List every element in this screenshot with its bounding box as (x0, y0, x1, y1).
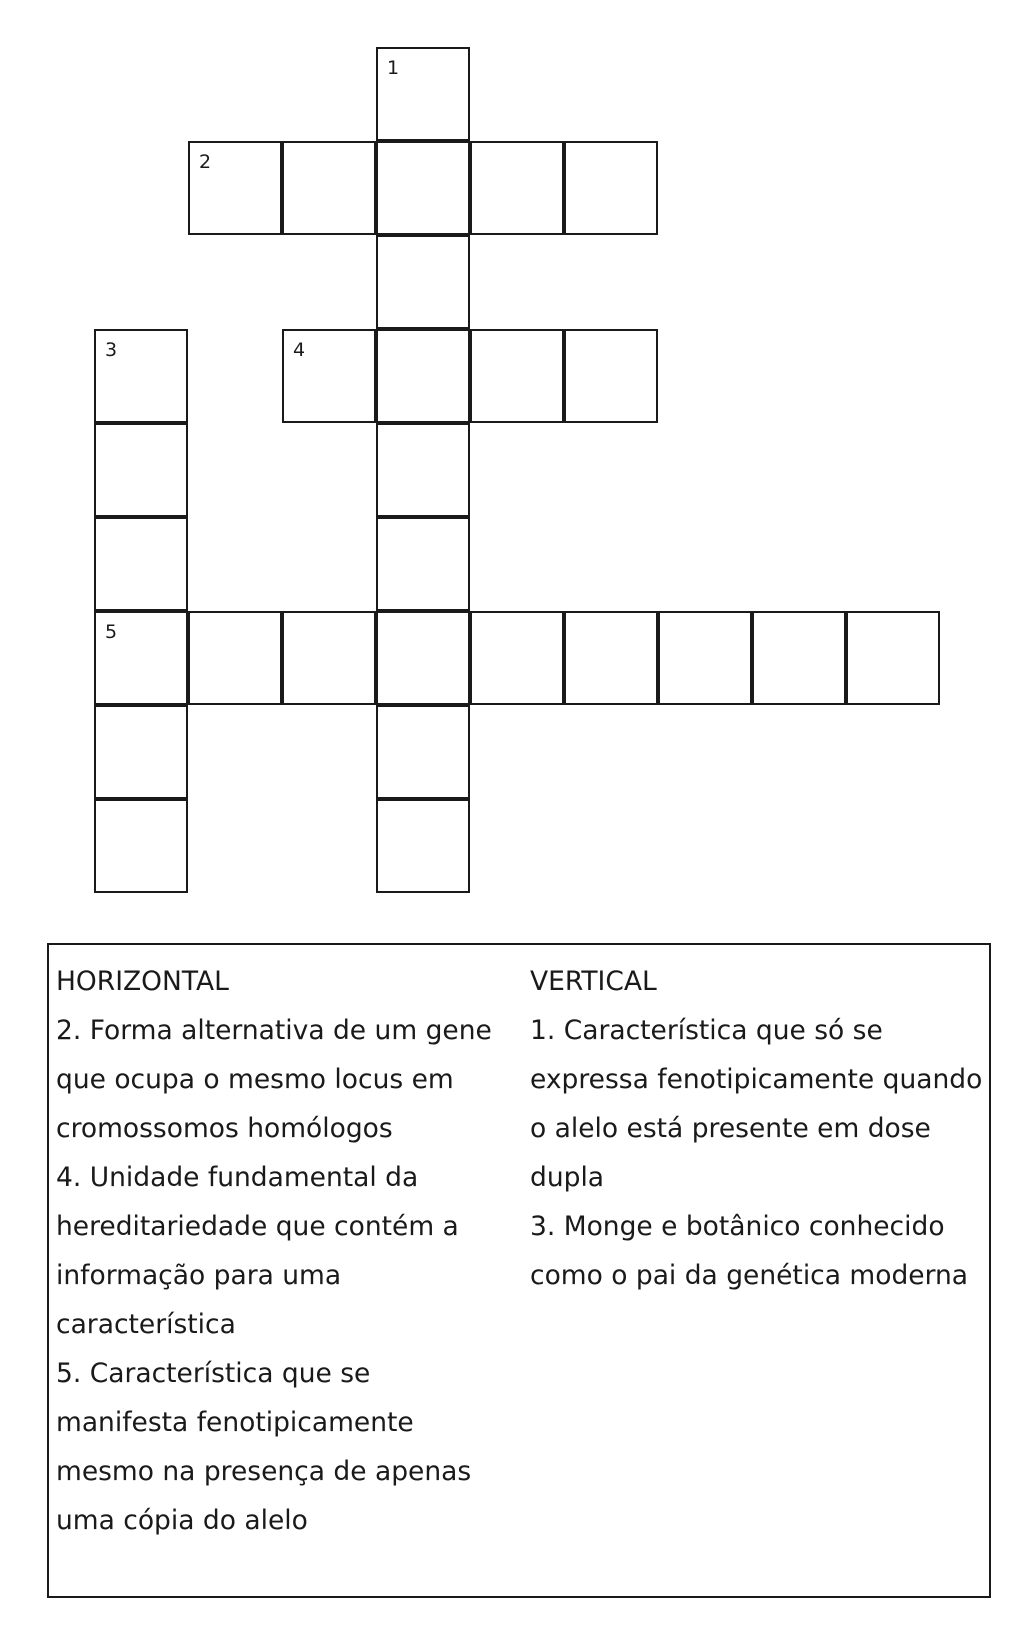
crossword-cell[interactable] (94, 517, 188, 611)
crossword-cell[interactable] (376, 705, 470, 799)
horizontal-clues (56, 957, 516, 1545)
crossword-cell[interactable] (282, 141, 376, 235)
vertical-clue-line: o alelo está presente em dose (530, 1113, 931, 1144)
crossword-cell[interactable] (94, 705, 188, 799)
vertical-clue-line: como o pai da genética moderna (530, 1260, 969, 1291)
crossword-cell[interactable] (564, 611, 658, 705)
crossword-cell[interactable] (470, 611, 564, 705)
crossword-cell[interactable] (376, 517, 470, 611)
crossword-cell[interactable] (564, 329, 658, 423)
crossword-cell[interactable] (376, 799, 470, 893)
crossword-cell[interactable] (94, 423, 188, 517)
crossword-cell[interactable] (658, 611, 752, 705)
horizontal-clue-line: uma cópia do alelo (56, 1505, 308, 1536)
clue-number: 3 (105, 339, 118, 361)
horizontal-clue-line: característica (56, 1309, 236, 1340)
horizontal-clue-line: 5. Característica que se (56, 1358, 371, 1389)
vertical-clue-line: dupla (530, 1162, 605, 1193)
horizontal-clue-line: 2. Forma alternativa de um gene (56, 1015, 492, 1046)
horizontal-clue-line: manifesta fenotipicamente (56, 1407, 414, 1438)
horizontal-clue-line: mesmo na presença de apenas (56, 1456, 472, 1487)
crossword-cell[interactable] (188, 141, 282, 235)
crossword-cell[interactable] (376, 141, 470, 235)
crossword-cell[interactable] (188, 611, 282, 705)
crossword-cell[interactable] (282, 329, 376, 423)
crossword-cell[interactable] (470, 329, 564, 423)
crossword-cell[interactable] (470, 141, 564, 235)
crossword-cell[interactable] (752, 611, 846, 705)
crossword-cell[interactable] (376, 423, 470, 517)
vertical-clue-line: expressa fenotipicamente quando (530, 1064, 983, 1095)
horizontal-clue-line: 4. Unidade fundamental da (56, 1162, 419, 1193)
crossword-cell[interactable] (564, 141, 658, 235)
crossword-cell[interactable] (94, 611, 188, 705)
vertical-heading: VERTICAL (530, 966, 657, 997)
crossword-cell[interactable] (846, 611, 940, 705)
clue-number: 1 (387, 57, 400, 79)
horizontal-clue-line: informação para uma (56, 1260, 342, 1291)
crossword-cell[interactable] (94, 329, 188, 423)
horizontal-clue-line: que ocupa o mesmo locus em (56, 1064, 454, 1095)
vertical-clue-line: 1. Característica que só se (530, 1015, 883, 1046)
vertical-clue-line: 3. Monge e botânico conhecido (530, 1211, 945, 1242)
clue-number: 5 (105, 621, 118, 643)
horizontal-clue-line: hereditariedade que contém a (56, 1211, 459, 1242)
clue-number: 2 (199, 151, 212, 173)
crossword-cell[interactable] (376, 235, 470, 329)
horizontal-clue-line: cromossomos homólogos (56, 1113, 393, 1144)
crossword-cell[interactable] (94, 799, 188, 893)
clues-box (47, 943, 991, 1598)
crossword-cell[interactable] (376, 47, 470, 141)
vertical-clues (530, 957, 990, 1300)
clue-number: 4 (293, 339, 306, 361)
crossword-cell[interactable] (376, 329, 470, 423)
crossword-cell[interactable] (376, 611, 470, 705)
crossword-cell[interactable] (282, 611, 376, 705)
horizontal-heading: HORIZONTAL (56, 966, 229, 997)
